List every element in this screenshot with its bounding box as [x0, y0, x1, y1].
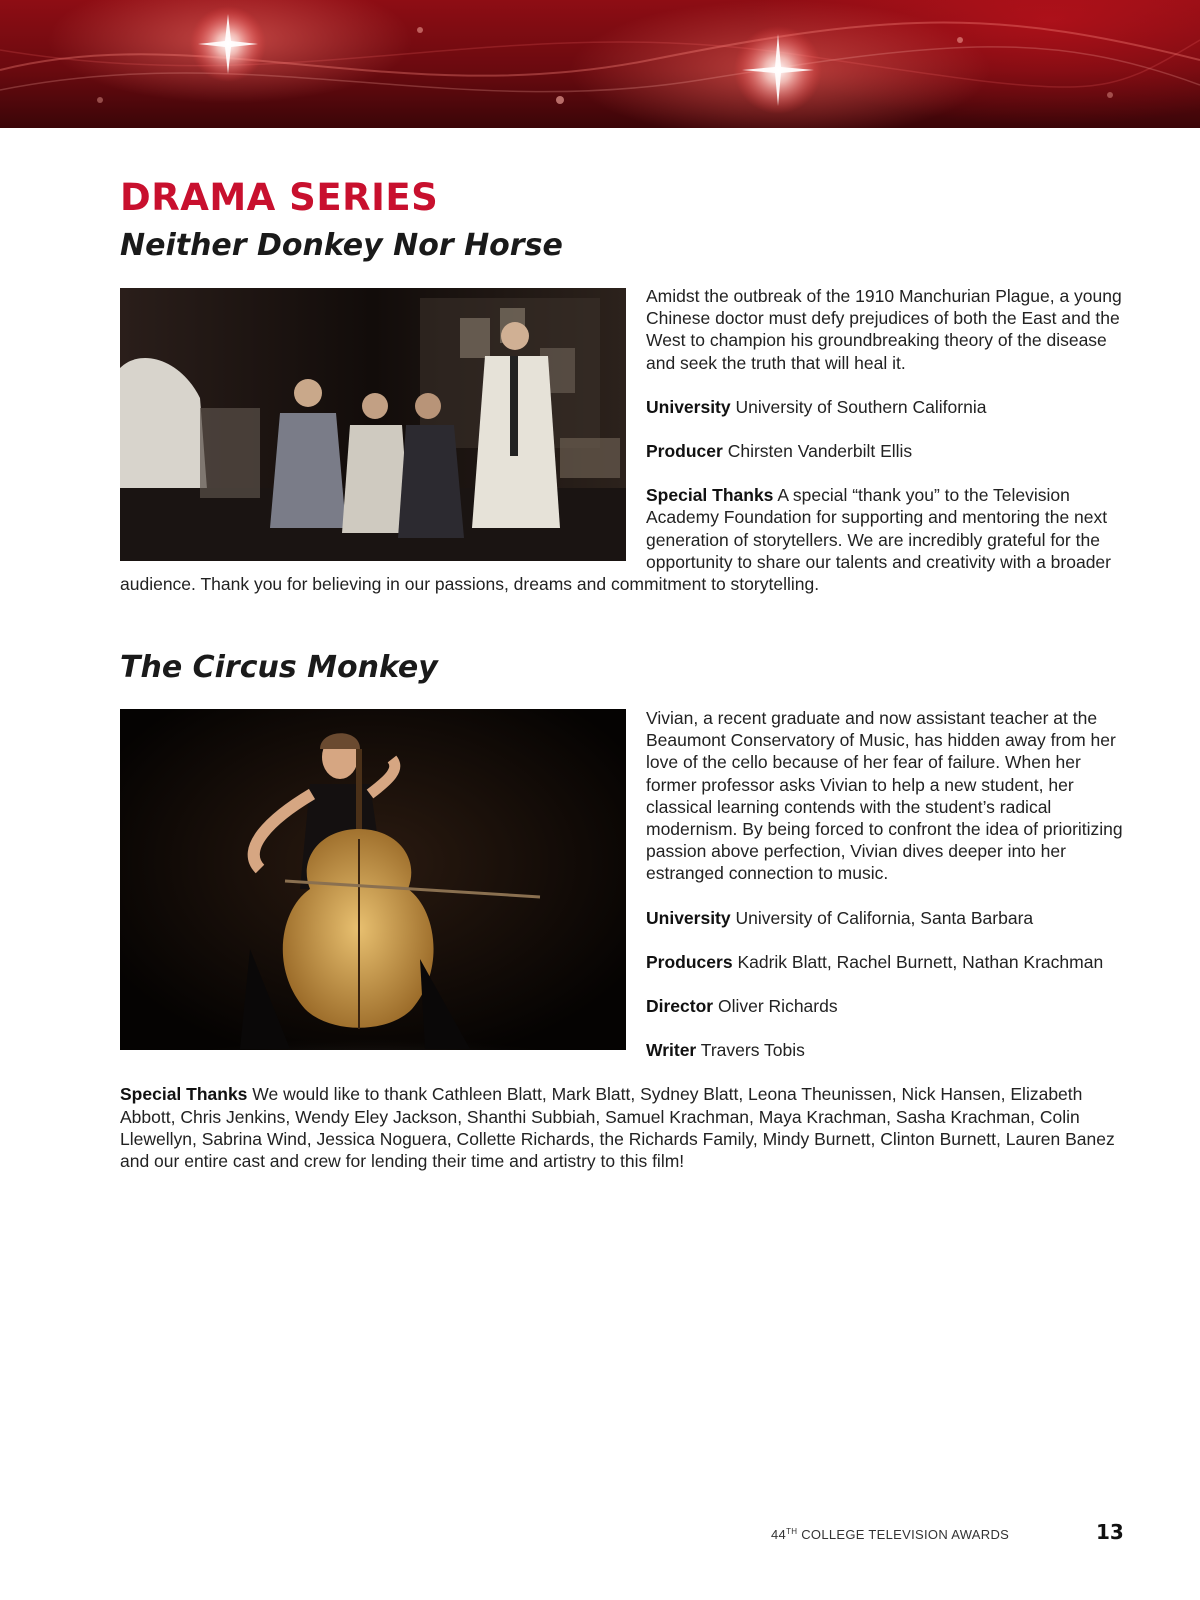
credit-value: University of California, Santa Barbara: [735, 907, 1034, 928]
synopsis: Vivian, a recent graduate and now assistant teacher at the Beaumont Conservatory of Music, has hidden away from her love of the cello because of her fear of failure. When her former professor asks Vivian to help a new student, her classical learning contends with the student’s radical modernism. By being forced to confront the idea of prioritizing passion above perfection, Vivian dives deeper into her estranged connection to music.: [646, 708, 1123, 884]
entry-text-circus-monkey: [120, 707, 1130, 1172]
credit-label: Director: [646, 996, 714, 1017]
credit-label: University: [646, 907, 731, 928]
entry-title-neither-donkey: Neither Donkey Nor Horse: [120, 228, 563, 263]
entry-text-neither-donkey: [120, 285, 1130, 595]
synopsis: Amidst the outbreak of the 1910 Manchurian Plague, a young Chinese doctor must defy prejudices of both the East and the West to champion his groundbreaking theory of the disease and seek the truth that will heal it.: [646, 286, 1122, 373]
credit-label: University: [646, 396, 731, 417]
photo-wrap-spacer: [120, 285, 646, 567]
header-banner: [0, 0, 1200, 128]
entry-title-circus-monkey: The Circus Monkey: [120, 650, 438, 685]
sparkle-banner-icon: [0, 0, 1200, 128]
credit-label: Writer: [646, 1040, 697, 1061]
footer-ordinal: 44: [771, 1527, 787, 1542]
thanks-label: Special Thanks: [646, 485, 774, 506]
credit-value: Travers Tobis: [700, 1040, 805, 1061]
thanks-text: A special “thank you” to the Television Academy Foundation for supporting and mentoring the next generation of storytellers. We are incredibly grateful for the opportunity to share our talents and creativity with a broader audience. Thank you for believing in our passions, dreams and commitment to storytelling.: [120, 485, 1111, 595]
credit-value: University of Southern California: [735, 396, 987, 417]
thanks-label: Special Thanks: [120, 1084, 248, 1105]
section-title: DRAMA SERIES: [120, 176, 439, 219]
credit-value: Kadrik Blatt, Rachel Burnett, Nathan Krachman: [737, 951, 1104, 972]
credit-label: Producer: [646, 441, 723, 462]
photo-wrap-spacer: [120, 707, 646, 1065]
credit-label: Producers: [646, 951, 733, 972]
special-thanks: [120, 1083, 1130, 1172]
footer-event: COLLEGE TELEVISION AWARDS: [797, 1527, 1010, 1542]
page-number: 13: [1096, 1520, 1124, 1544]
credit-value: Oliver Richards: [717, 996, 838, 1017]
footer-event-name: [771, 1527, 1009, 1542]
thanks-text: We would like to thank Cathleen Blatt, Mark Blatt, Sydney Blatt, Leona Theunissen, Nick Hansen, Elizabeth Abbott, Chris Jenkins, Wendy Eley Jackson, Shanthi Subbiah, Samuel Krachman, Maya Krachman, Sasha Krachman, Colin Llewellyn, Sabrina Wind, Jessica Noguera, Collette Richards, the Richards Family, Mindy Burnett, Clinton Burnett, Lauren Banez and our entire cast and crew for lending their time and artistry to this film!: [120, 1084, 1115, 1172]
footer-ordinal-suffix: TH: [786, 1527, 798, 1536]
credit-value: Chirsten Vanderbilt Ellis: [727, 441, 913, 462]
